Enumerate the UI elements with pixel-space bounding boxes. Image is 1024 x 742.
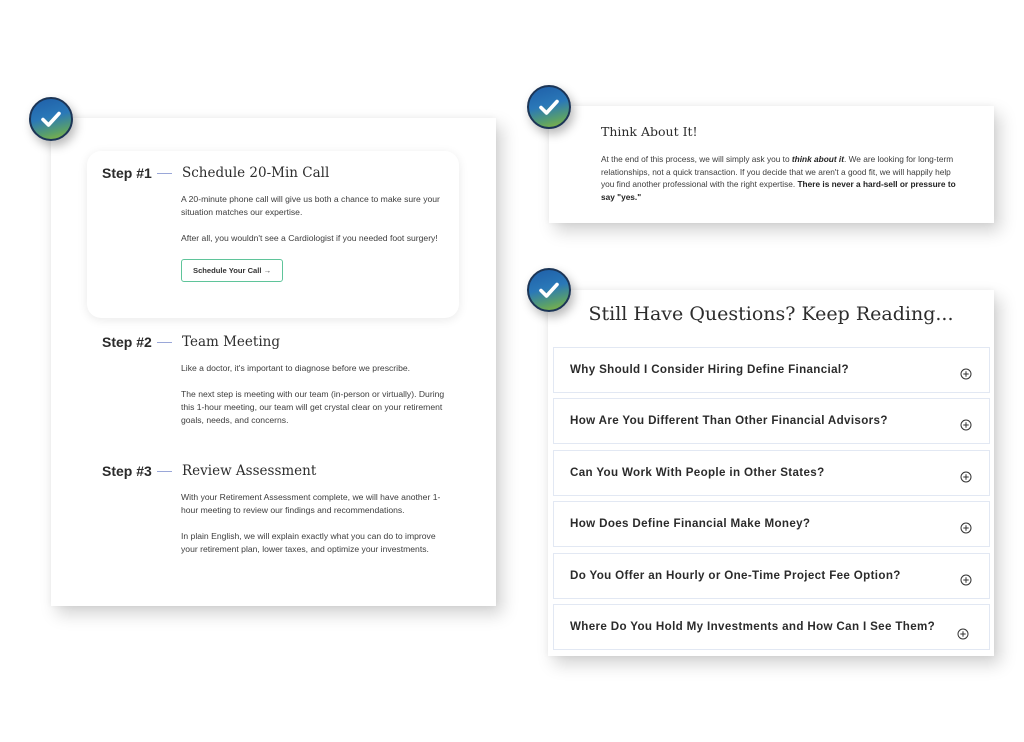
plus-circle-icon[interactable] — [960, 368, 972, 380]
faq-item[interactable] — [553, 450, 990, 496]
faq-question: Can You Work With People in Other States? — [570, 465, 825, 479]
step-paragraph: After all, you wouldn't see a Cardiologist if you needed foot surgery! — [181, 233, 438, 243]
plus-circle-icon[interactable] — [960, 522, 972, 534]
faq-question: Why Should I Consider Hiring Define Financial? — [570, 363, 849, 376]
step-number: Step #2 — [102, 334, 152, 350]
step-title: Schedule 20-Min Call — [182, 165, 330, 181]
faq-list — [553, 347, 990, 655]
faq-card — [548, 290, 994, 656]
step-2 — [102, 332, 462, 427]
step-3 — [102, 461, 462, 556]
step-title: Team Meeting — [182, 334, 280, 350]
faq-question: How Are You Different Than Other Financial Advisors? — [570, 414, 888, 428]
process-steps-card — [51, 118, 496, 606]
faq-item[interactable] — [553, 604, 990, 650]
step-number: Step #3 — [102, 463, 152, 479]
faq-item[interactable] — [553, 398, 990, 444]
plus-circle-icon[interactable] — [960, 471, 972, 483]
think-bold-closing: There is never a hard-sell or pressure to say "yes." — [601, 179, 956, 202]
think-about-it-card — [549, 106, 994, 223]
step-divider — [157, 342, 172, 343]
faq-title: Still Have Questions? Keep Reading... — [588, 303, 954, 325]
schedule-call-button[interactable]: Schedule Your Call → — [181, 259, 283, 282]
think-text-middle: . We are looking for long-term relationships, not a quick transaction. If you decide that we aren't a good fit, we will happily help you find another professional with the right expertise. — [601, 154, 954, 189]
faq-item[interactable] — [553, 501, 990, 547]
checkmark-badge-icon — [29, 97, 73, 141]
think-text — [601, 153, 961, 203]
think-emphasis: think about it — [791, 154, 845, 164]
faq-question: How Does Define Financial Make Money? — [570, 517, 811, 531]
checkmark-badge-icon — [527, 85, 571, 129]
think-text-start: At the end of this process, we will simply ask you to — [601, 154, 792, 164]
step-paragraph: Like a doctor, it's important to diagnose before we prescribe. — [181, 363, 411, 373]
faq-item[interactable] — [553, 347, 990, 393]
plus-circle-icon[interactable] — [957, 628, 969, 640]
faq-question: Where Do You Hold My Investments and How Can I See Them? — [570, 619, 936, 633]
plus-circle-icon[interactable] — [960, 419, 972, 431]
faq-question: Do You Offer an Hourly or One-Time Project Fee Option? — [570, 568, 901, 582]
think-title: Think About It! — [601, 124, 698, 139]
step-divider — [157, 471, 172, 472]
step-paragraph: In plain English, we will explain exactly what you can do to improve your retirement plan, lower taxes, and optimize your investments. — [181, 531, 436, 554]
step-divider — [157, 173, 172, 174]
step-title: Review Assessment — [182, 463, 317, 479]
step-1 — [102, 163, 462, 282]
plus-circle-icon[interactable] — [960, 574, 972, 586]
step-paragraph: With your Retirement Assessment complete, we will have another 1-hour meeting to review our findings and recommendations. — [181, 492, 441, 515]
step-number: Step #1 — [102, 165, 152, 181]
checkmark-badge-icon — [527, 268, 571, 312]
step-paragraph: A 20-minute phone call will give us both a chance to make sure your situation matches our expertise. — [181, 194, 440, 217]
faq-item[interactable] — [553, 553, 990, 599]
step-paragraph: The next step is meeting with our team (in-person or virtually). During this 1-hour meeting, our team will get crystal clear on your retirement goals, needs, and concerns. — [181, 389, 445, 425]
